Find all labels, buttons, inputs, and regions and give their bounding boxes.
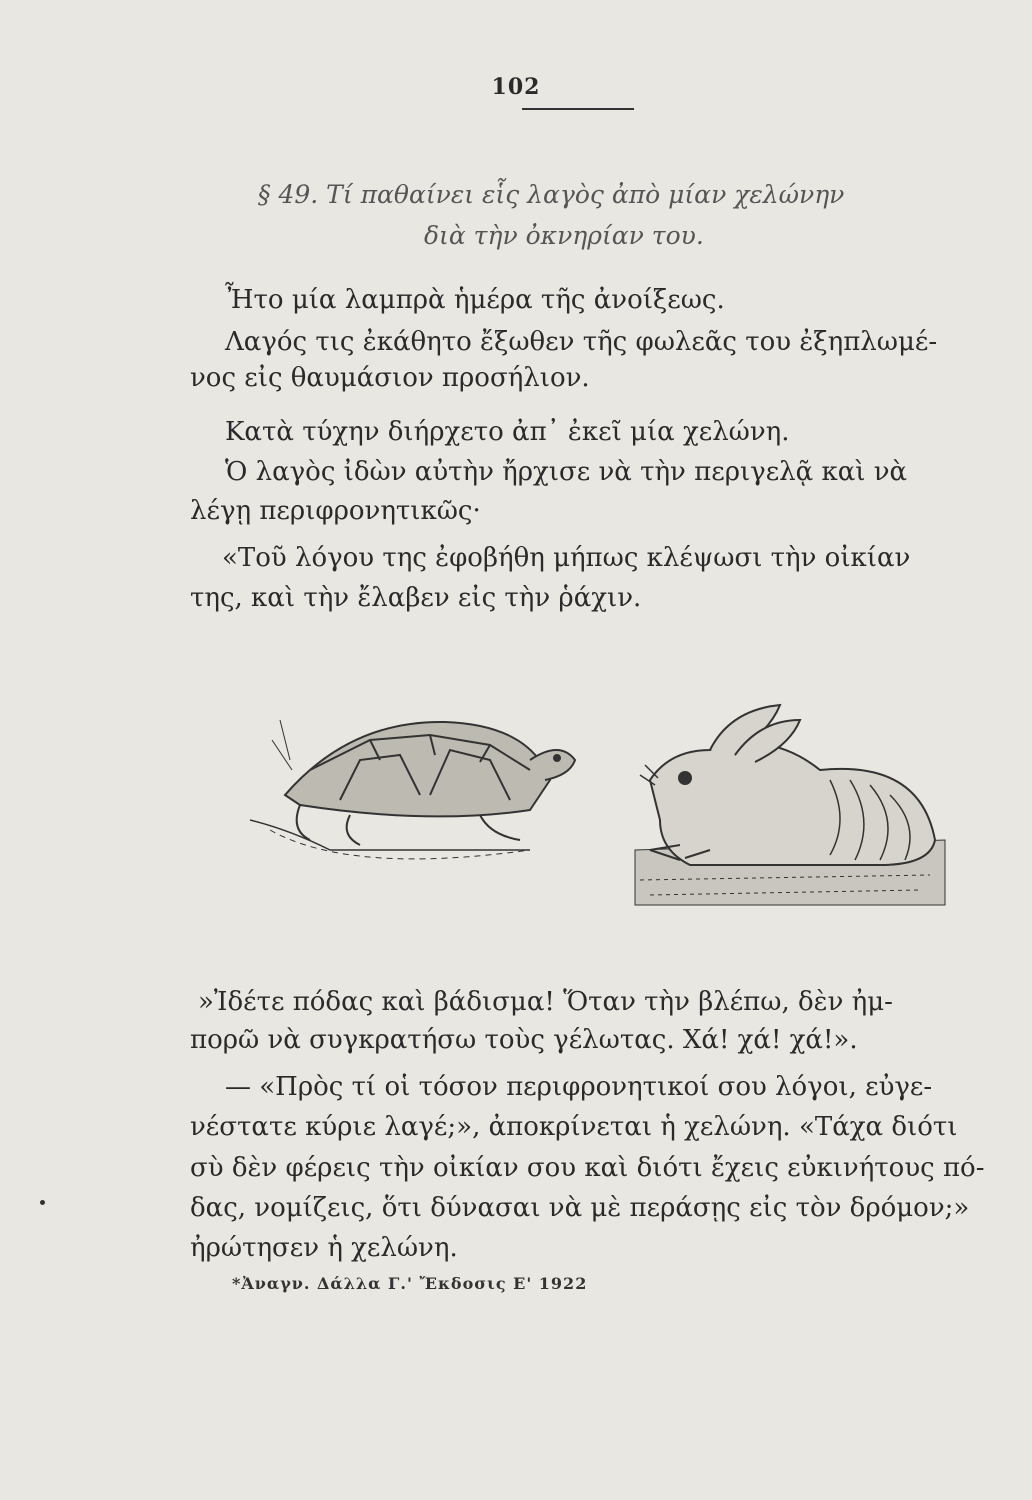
section-heading-line-1: § 49. Τί παθαίνει εἷς λαγὸς ἀπὸ μίαν χελώνην xyxy=(258,180,845,209)
paragraph-line: Ὁ λαγὸς ἰδὼν αὐτὴν ἤρχισε νὰ τὴν περιγελᾷ καὶ νὰ xyxy=(225,457,908,487)
paragraph-line: νος εἰς θαυμάσιον προσήλιον. xyxy=(190,363,590,393)
ink-speck xyxy=(40,1200,45,1205)
paragraph-line: πορῶ νὰ συγκρατήσω τοὺς γέλωτας. Χά! χά! χά!». xyxy=(190,1025,858,1055)
paragraph-line: Κατὰ τύχην διήρχετο ἀπ᾿ ἐκεῖ μία χελώνη. xyxy=(225,417,790,447)
paragraph-line: »Ἰδέτε πόδας καὶ βάδισμα! Ὅταν τὴν βλέπω, δὲν ἠμ- xyxy=(198,987,893,1017)
paragraph-line: σὺ δὲν φέρεις τὴν οἰκίαν σου καὶ διότι ἔχεις εὐκινήτους πό- xyxy=(190,1153,985,1183)
page-number: 102 xyxy=(491,74,541,100)
paragraph-line: λέγῃ περιφρονητικῶς· xyxy=(190,496,481,526)
paragraph-line: της, καὶ τὴν ἔλαβεν εἰς τὴν ῥάχιν. xyxy=(190,583,642,613)
paragraph-line: νέστατε κύριε λαγέ;», ἀποκρίνεται ἡ χελώνη. «Τάχα διότι xyxy=(190,1112,958,1142)
page-number-rule xyxy=(522,108,634,110)
paragraph-line: Λαγός τις ἐκάθητο ἔξωθεν τῆς φωλεᾶς του ἐξηπλωμέ- xyxy=(225,327,938,357)
paragraph-line: ἠρώτησεν ἡ χελώνη. xyxy=(190,1233,458,1263)
paragraph-line: δας, νομίζεις, ὅτι δύνασαι νὰ μὲ περάσῃς εἰς τὸν δρόμον;» xyxy=(190,1193,970,1223)
paragraph-line: Ἦτο μία λαμπρὰ ἡμέρα τῆς ἀνοίξεως. xyxy=(225,285,725,315)
tortoise-and-hare-illustration xyxy=(230,700,950,910)
paragraph-line: «Τοῦ λόγου της ἐφοβήθη μήπως κλέψωσι τὴν οἰκίαν xyxy=(222,543,911,573)
section-heading-line-2: διὰ τὴν ὀκνηρίαν του. xyxy=(424,221,704,250)
tortoise-drawing xyxy=(250,720,575,859)
paragraph-line: — «Πρὸς τί οἱ τόσον περιφρονητικοί σου λόγοι, εὐγε- xyxy=(225,1072,933,1102)
hare-drawing xyxy=(635,705,945,905)
publication-footer: *Ἀναγν. Δάλλα Γ.' Ἔκδοσις Ε' 1922 xyxy=(232,1274,588,1293)
